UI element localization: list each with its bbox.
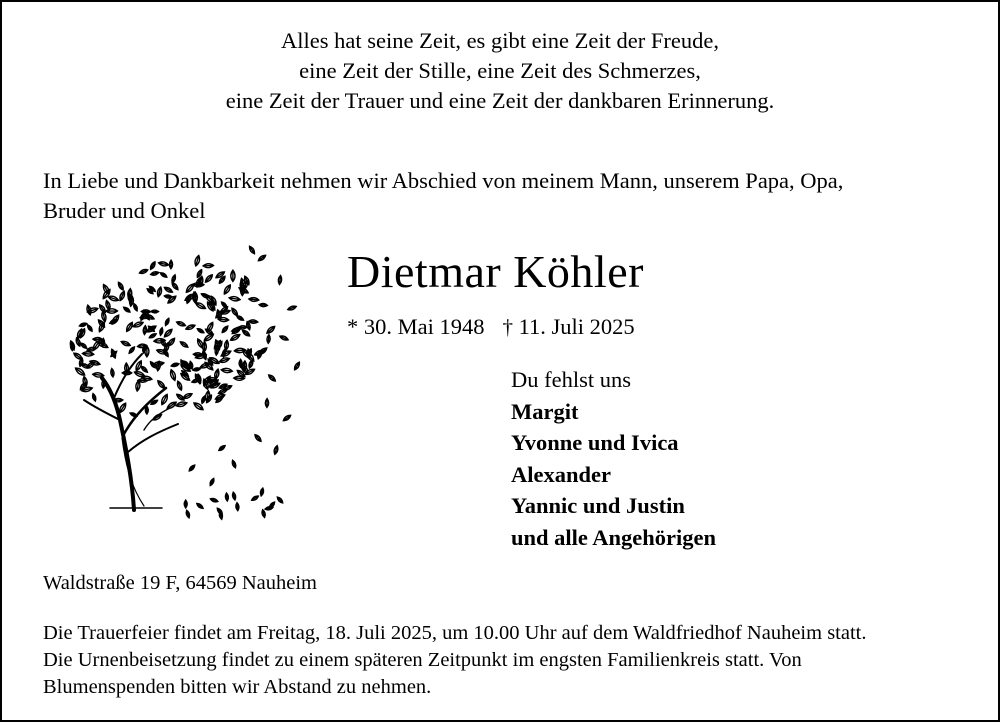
mourners-list: [511, 364, 716, 553]
leaf-shape: [194, 255, 201, 267]
verse-line: eine Zeit der Trauer und eine Zeit der dankbaren Erinnerung.: [225, 88, 775, 113]
leaf-shape: [230, 333, 241, 342]
leaf-shape: [105, 300, 111, 310]
leaf-shape: [160, 393, 169, 405]
leaf-shape: [261, 509, 266, 517]
leaf-shape: [201, 395, 206, 403]
leaf-shape: [293, 361, 301, 370]
death-date: 11. Juli 2025: [518, 314, 635, 339]
leaf-shape: [235, 503, 239, 511]
leaf-shape: [186, 294, 192, 304]
leaf-shape: [129, 412, 137, 418]
leaf-shape: [158, 261, 169, 267]
leaf-shape: [171, 362, 180, 367]
leaf-shape: [92, 393, 97, 401]
leaf-shape: [92, 372, 104, 378]
leaf-shape: [149, 261, 156, 270]
leaf-shape: [87, 347, 97, 352]
mourner-name: Yannic und Justin: [511, 493, 685, 518]
leaf-shape: [82, 351, 94, 356]
leaf-shape: [70, 343, 73, 351]
intro-line: In Liebe und Dankbarkeit nehmen wir Abschied von meinem Mann, unserem Papa, Opa,: [43, 168, 844, 193]
leaf-shape: [169, 369, 177, 381]
leaf-shape: [232, 492, 237, 500]
leaf-shape: [268, 374, 277, 383]
funeral-notice: [43, 620, 978, 701]
leaf-shape: [156, 379, 166, 389]
leaf-shape: [248, 359, 254, 368]
leaf-shape: [249, 297, 259, 302]
leaf-shape: [93, 337, 103, 341]
leaf-shape: [267, 335, 271, 344]
leaf-shape: [118, 402, 127, 414]
leaf-shape: [259, 303, 268, 307]
leaf-shape: [201, 292, 210, 299]
leaf-shape: [249, 320, 258, 324]
mourner-name: Margit: [511, 398, 579, 424]
leaf-shape: [231, 327, 241, 333]
leaf-shape: [224, 340, 229, 350]
deceased-name: Dietmar Köhler: [347, 246, 644, 297]
leaf-shape: [148, 333, 156, 340]
cross-symbol: †: [502, 315, 513, 339]
leaf-shape: [128, 346, 136, 354]
leaf-shape: [214, 369, 220, 380]
leaf-shape: [276, 496, 284, 504]
leaf-shape: [206, 321, 215, 332]
leaf-shape: [101, 311, 107, 322]
leaf-shape: [193, 367, 201, 371]
leaf-shape: [176, 381, 183, 391]
leaf-shape: [257, 254, 266, 262]
leaf-shape: [123, 306, 131, 313]
leaf-shape: [231, 270, 235, 281]
leaf-shape: [156, 287, 162, 298]
leaf-shape: [86, 305, 92, 316]
leaf-shape: [236, 315, 244, 322]
leaf-shape: [106, 309, 118, 314]
leaf-shape: [110, 314, 120, 325]
leaf-shape: [278, 275, 282, 284]
notice-line: Die Trauerfeier findet am Freitag, 18. Juli 2025, um 10.00 Uhr auf dem Waldfriedhof Nauheim statt.: [43, 622, 867, 644]
leaf-shape: [163, 328, 173, 338]
leaf-shape: [143, 325, 147, 334]
intro-line: Bruder und Onkel: [43, 198, 206, 223]
leaf-shape: [150, 271, 159, 276]
leaf-shape: [138, 379, 148, 383]
leaf-shape: [221, 368, 233, 374]
leaf-shape: [110, 368, 114, 377]
leaf-shape: [251, 495, 259, 502]
verse: [2, 26, 998, 116]
leaf-shape: [218, 317, 229, 322]
leaf-shape: [79, 322, 87, 327]
leaf-shape: [266, 325, 276, 335]
leaf-shape: [151, 310, 159, 313]
leaf-shape: [221, 325, 229, 334]
leaf-shape: [204, 274, 214, 284]
leaf-shape: [117, 281, 125, 291]
leaf-shape: [248, 245, 256, 254]
leaf-shape: [193, 352, 203, 356]
leaf-shape: [145, 314, 155, 321]
leaf-shape: [184, 500, 187, 508]
leaf-shape: [229, 296, 241, 302]
leaf-shape: [146, 324, 157, 333]
leaf-shape: [159, 327, 163, 335]
leaf-shape: [219, 357, 230, 364]
leaf-shape: [188, 464, 196, 472]
leaf-shape: [171, 274, 177, 283]
leaf-shape: [231, 460, 237, 469]
mourner-name: Alexander: [511, 461, 611, 487]
leaf-shape: [120, 340, 130, 347]
leaf-shape: [180, 359, 186, 367]
leaf-shape: [197, 327, 205, 333]
leaf-shape: [279, 335, 289, 342]
mourner-name: und alle Angehörigen: [511, 524, 717, 550]
farewell-intro: [43, 166, 973, 226]
leaf-shape: [164, 318, 170, 326]
leaf-shape: [160, 272, 168, 279]
leaf-shape: [273, 445, 279, 455]
windblown-tree-icon: [62, 238, 302, 528]
leaf-shape: [282, 414, 291, 422]
leaf-shape: [234, 376, 245, 380]
leaf-shape: [133, 303, 139, 311]
leaf-shape: [260, 488, 265, 496]
leaf-shape: [108, 295, 120, 302]
life-dates: [347, 312, 635, 342]
leaf-shape: [139, 268, 149, 274]
leaf-shape: [141, 310, 150, 314]
mourner-name: Yvonne und Ivica: [511, 430, 679, 455]
leaf-shape: [216, 507, 223, 515]
leaf-shape: [196, 502, 204, 509]
leaf-shape: [209, 478, 215, 487]
leaf-shape: [169, 260, 172, 269]
leaf-shape: [223, 284, 232, 295]
leaf-shape: [145, 346, 149, 357]
notice-line: Blumenspenden bitten wir Abstand zu nehmen.: [43, 676, 432, 698]
leaf-shape: [145, 406, 148, 414]
address: Waldstraße 19 F, 64569 Nauheim: [43, 572, 317, 594]
verse-line: Alles hat seine Zeit, es gibt eine Zeit der Freude,: [281, 28, 719, 53]
leaf-shape: [176, 320, 186, 327]
leaf-shape: [176, 401, 188, 408]
birth-date: * 30. Mai 1948: [347, 314, 485, 339]
leaf-shape: [122, 371, 131, 375]
leaf-shape: [218, 444, 226, 451]
mourners-lead: Du fehlst uns: [511, 367, 631, 392]
leaf-shape: [265, 398, 269, 407]
leaf-shape: [193, 292, 197, 303]
leaf-shape: [287, 305, 297, 311]
leaf-shape: [185, 324, 195, 331]
leaf-shape: [234, 348, 246, 353]
leaf-shape: [179, 340, 189, 348]
leaf-shape: [132, 321, 144, 329]
leaf-shape: [163, 286, 173, 294]
leaf-shape: [265, 506, 273, 511]
leaf-shape: [254, 434, 263, 443]
verse-line: eine Zeit der Stille, eine Zeit des Schmerzes,: [299, 58, 701, 83]
leaf-shape: [194, 301, 206, 310]
leaf-shape: [210, 497, 219, 502]
leaf-shape: [152, 413, 163, 422]
leaf-shape: [73, 352, 84, 361]
leaf-shape: [86, 324, 93, 332]
leaf-shape: [118, 291, 125, 302]
notice-line: Die Urnenbeisetzung findet zu einem späteren Zeitpunkt im engsten Familienkreis statt. Von: [43, 649, 802, 671]
leaf-shape: [239, 359, 242, 367]
leaf-shape: [101, 338, 105, 347]
leaf-shape: [113, 398, 122, 402]
leaf-shape: [203, 263, 214, 267]
leaf-shape: [215, 393, 226, 401]
leaf-shape: [225, 493, 229, 501]
leaf-shape: [185, 510, 190, 519]
